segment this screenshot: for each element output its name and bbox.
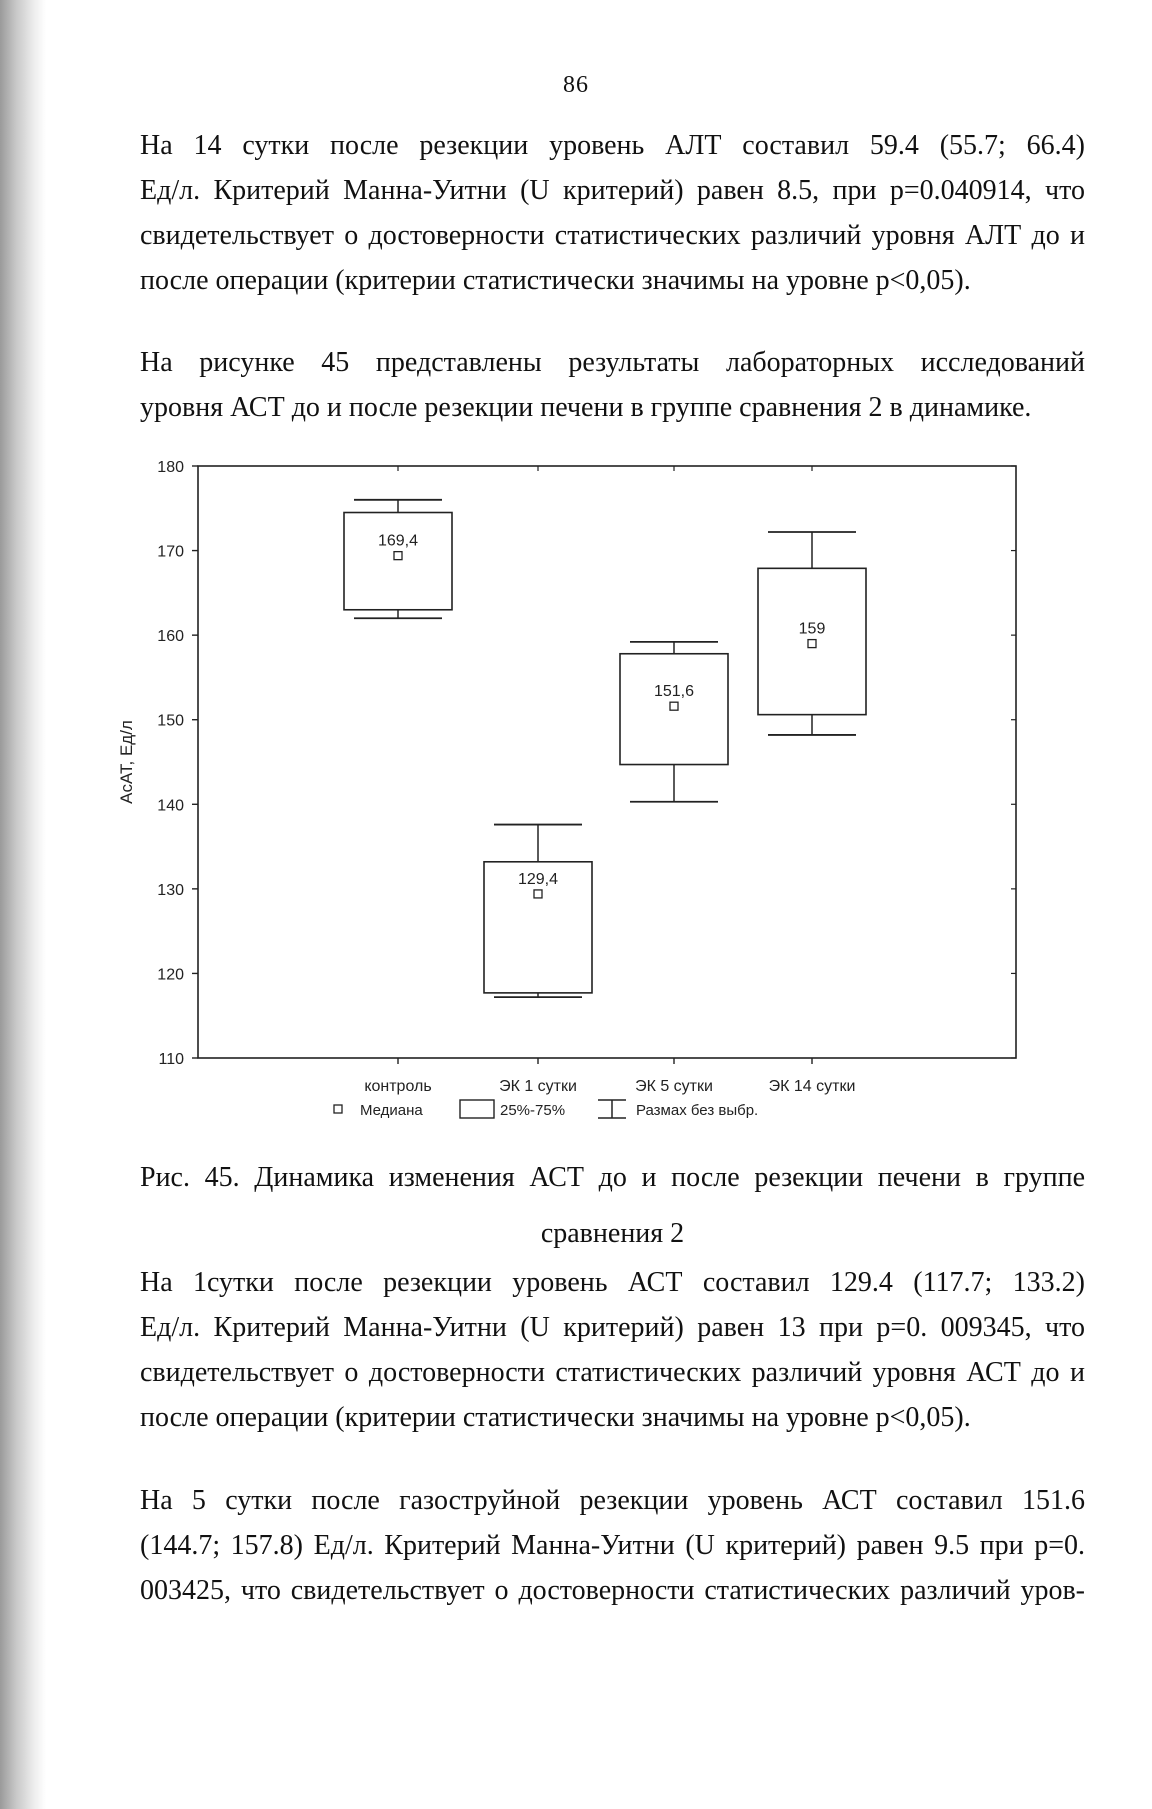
- text-line: после операции (критерии статистически значимы на уровне p<0,05).: [140, 1402, 971, 1433]
- paragraph-ast-day5: [140, 1478, 1085, 1613]
- median-marker: [534, 890, 542, 898]
- y-tick-label: 170: [157, 543, 184, 561]
- plot-frame: [198, 466, 1016, 1058]
- text-line: свидетельствует о достоверности статистических различий уровня АСТ до и: [140, 1357, 1085, 1388]
- y-tick-label: 180: [157, 459, 184, 476]
- median-label: 169,4: [377, 532, 419, 550]
- y-axis-label: АсАТ, Ед/л: [117, 720, 136, 804]
- legend-box-label: 25%-75%: [500, 1102, 566, 1119]
- text-line: На 5 сутки после газоструйной резекции уровень АСТ составил 151.6: [140, 1485, 1085, 1516]
- text-line: 003425, что свидетельствует о достоверности статистических различий уров-: [140, 1575, 1085, 1606]
- text-line: Ед/л. Критерий Манна-Уитни (U критерий) равен 13 при p=0. 009345, что: [140, 1312, 1085, 1343]
- y-tick-label: 140: [157, 797, 184, 815]
- paragraph-alt-day14: [140, 123, 1085, 303]
- text-line: (144.7; 157.8) Ед/л. Критерий Манна-Уитни (U критерий) равен 9.5 при p=0.: [140, 1530, 1085, 1561]
- box-iqr: [344, 513, 452, 610]
- boxplot-chart: [110, 450, 1030, 1130]
- figure-caption: [140, 1150, 1085, 1262]
- legend-median-label: Медиана: [360, 1102, 423, 1119]
- median-label: 159: [798, 620, 826, 638]
- paragraph-figure-intro: [140, 340, 1085, 430]
- median-label: 129,4: [517, 870, 559, 888]
- y-tick-label: 150: [157, 712, 184, 730]
- text-line: свидетельствует о достоверности статистических различий уровня АЛТ до и: [140, 220, 1085, 251]
- paragraph-ast-day1: [140, 1260, 1085, 1440]
- y-tick-label: 160: [157, 628, 184, 646]
- y-tick-label: 130: [157, 881, 184, 899]
- text-line: уровня АСТ до и после резекции печени в группе сравнения 2 в динамике.: [140, 392, 1032, 423]
- x-tick-label: ЭК 5 сутки: [635, 1078, 713, 1095]
- x-tick-label: ЭК 1 сутки: [499, 1078, 577, 1095]
- median-marker: [670, 702, 678, 710]
- x-tick-label: ЭК 14 сутки: [768, 1078, 856, 1095]
- page-number: 86: [563, 72, 589, 98]
- text-line: На рисунке 45 представлены результаты лабораторных исследований: [140, 347, 1085, 378]
- text-line: Ед/л. Критерий Манна-Уитни (U критерий) равен 8.5, при p=0.040914, что: [140, 175, 1085, 206]
- text-line: после операции (критерии статистически значимы на уровне p<0,05).: [140, 265, 971, 296]
- legend-median-marker: [334, 1105, 342, 1113]
- caption-line-2: сравнения 2: [540, 1218, 685, 1249]
- legend-box-swatch: [460, 1100, 494, 1118]
- median-marker: [394, 552, 402, 560]
- median-label: 151,6: [653, 683, 695, 701]
- caption-line-1: Рис. 45. Динамика изменения АСТ до и после резекции печени в группе: [140, 1162, 1085, 1193]
- text-line: На 1сутки после резекции уровень АСТ составил 129.4 (117.7; 133.2): [140, 1267, 1085, 1298]
- y-tick-label: 120: [157, 966, 184, 984]
- legend-range-label: Размах без выбр.: [636, 1102, 759, 1119]
- median-marker: [808, 640, 816, 648]
- text-line: На 14 сутки после резекции уровень АЛТ составил 59.4 (55.7; 66.4): [140, 130, 1085, 161]
- y-tick-label: 110: [158, 1051, 184, 1068]
- page-edge-shadow: [0, 0, 46, 1809]
- x-tick-label: контроль: [364, 1078, 432, 1095]
